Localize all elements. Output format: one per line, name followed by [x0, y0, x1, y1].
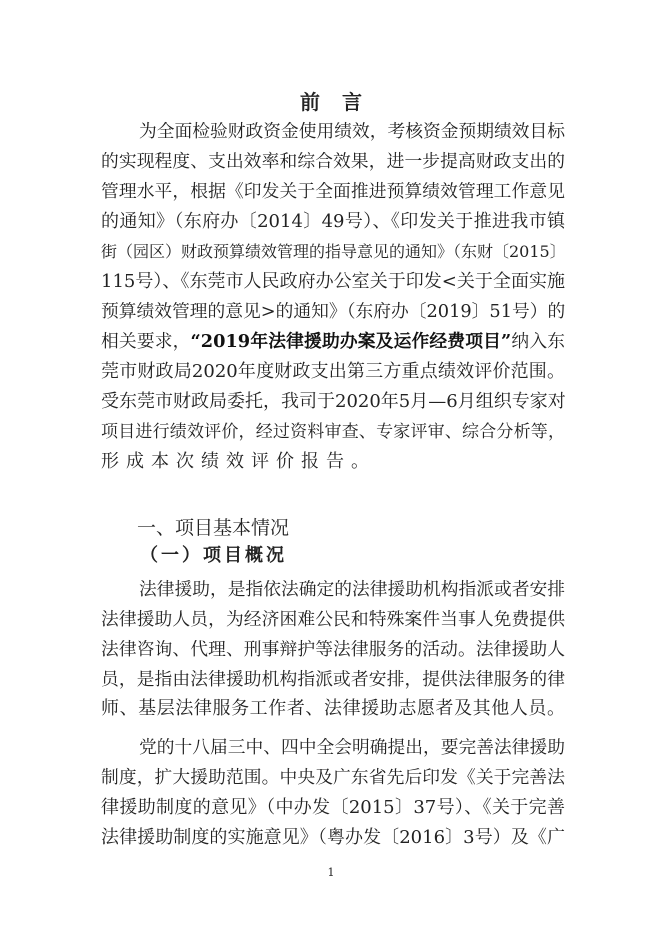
page-title: 前言 [300, 90, 384, 114]
text-line: 员，是指由法律援助机构指派或者安排，提供法律服务的律 [101, 670, 565, 690]
text-line: 为全面检验财政资金使用绩效，考核资金预期绩效目标 [139, 122, 566, 142]
text-line: 预算绩效管理的意见>的通知》（东府办〔2019〕51号）的 [101, 302, 566, 322]
text-span: 相关要求， [101, 332, 191, 352]
text-line: 党的十八届三中、四中全会明确提出，要完善法律援助 [139, 738, 566, 758]
text-line: 律援助制度的意见》（中办发〔2015〕37号）、《关于完善 [101, 797, 565, 818]
text-line: 的通知》（东府办〔2014〕49号）、《印发关于推进我市镇 [101, 211, 565, 232]
text-line: 法律援助，是指依法确定的法律援助机构指派或者安排 [139, 580, 566, 600]
text-line: 项目进行绩效评价，经过资料审查、专家评审、综合分析等， [101, 422, 565, 442]
text-line: 115号）、《东莞市人民政府办公室关于印发<关于全面实施 [101, 271, 565, 292]
text-line: 师、基层法律服务工作者、法律援助志愿者及其他人员。 [101, 698, 565, 719]
text-line: 的实现程度、支出效率和综合效果，进一步提高财政支出的 [101, 152, 565, 172]
text-line: 受东莞市财政局委托，我司于2020年5月—6月组织专家对 [101, 391, 566, 412]
text-line: 莞市财政局2020年度财政支出第三方重点绩效评价范围。 [101, 361, 565, 382]
text-line: 法律咨询、代理、刑事辩护等法律服务的活动。法律援助人 [101, 640, 565, 660]
text-line: 法律援助制度的实施意见》（粤办发〔2016〕3号）及《广 [101, 827, 565, 848]
text-line [101, 327, 565, 357]
text-span: 纳入东 [511, 332, 565, 352]
subsection-heading: （一）项目概况 [140, 545, 287, 566]
text-line: 形成本次绩效评价报告。 [101, 451, 376, 472]
text-line: 街（园区）财政预算绩效管理的指导意见的通知》（东财〔2015〕 [101, 242, 566, 261]
text-line: 法律援助人员，为经济困难公民和特殊案件当事人免费提供 [101, 610, 565, 630]
page-number: 1 [327, 866, 335, 879]
section-heading: 一、项目基本情况 [137, 517, 290, 539]
text-line: 制度，扩大援助范围。中央及广东省先后印发《关于完善法 [101, 768, 565, 788]
project-name-bold: “2019年法律援助办案及运作经费项目” [190, 331, 512, 352]
text-line: 管理水平，根据《印发关于全面推进预算绩效管理工作意见 [101, 182, 565, 202]
